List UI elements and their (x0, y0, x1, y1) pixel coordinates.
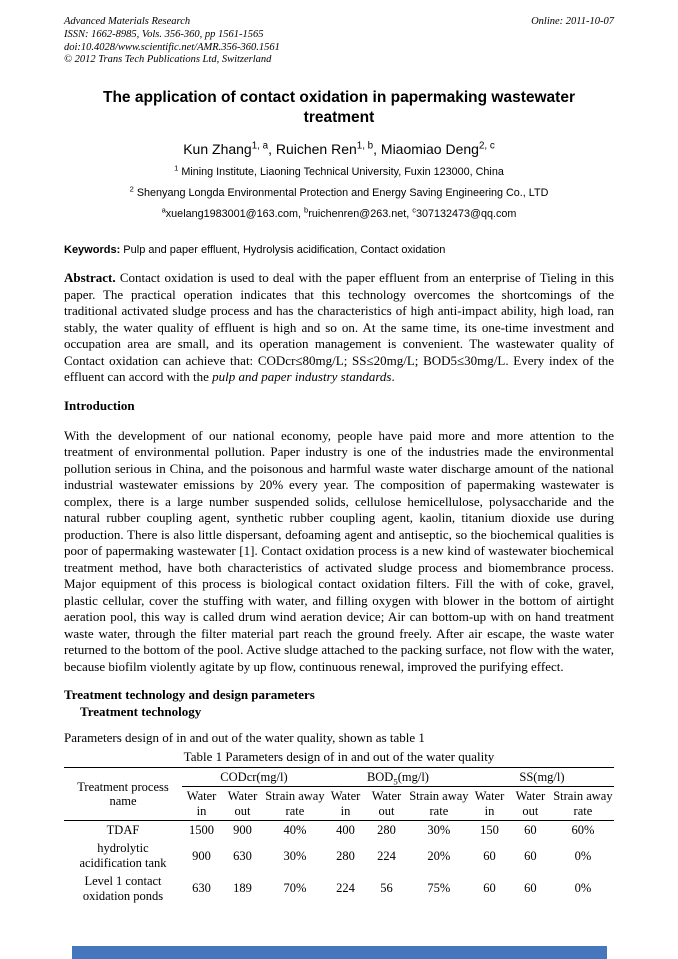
value-cell: 20% (427, 848, 451, 863)
value-cell: 56 (380, 881, 393, 896)
parameters-table (64, 767, 614, 905)
column-header-process-name: Treatment process name (64, 767, 182, 820)
abstract (64, 270, 614, 386)
value-cell: 30% (427, 823, 451, 838)
table-subheader: Water in (470, 787, 509, 821)
value-cell: 60% (571, 823, 595, 838)
abstract-text: Contact oxidation is used to deal with the paper effluent from an enterprise of Tieling in this paper. The practical operation indicates that this technology overcomes the shortcomings of the traditional activated sludge process and has the characteristics of high anti-impact ability, high load, ran stably, the water quality of effluent is high and so on. At the same time, its one-time investment and occupation area are small, and its operation management is convenient. The wastewater quality of Contact oxidation can achieve that: CODcr≤80mg/L; SS≤20mg/L; BOD5≤30mg/L. Every index of the effluent can accord with the (64, 270, 614, 385)
affiliation-2 (64, 184, 614, 200)
table-subheader: Water out (509, 787, 552, 821)
value-cell: 189 (233, 881, 252, 896)
table-group-header: $BOD_5(mg/l)$ (326, 767, 470, 786)
table-subheader: Strain away rate (264, 787, 326, 821)
value-cell: 60 (524, 848, 537, 863)
value-cell: 40% (283, 823, 307, 838)
introduction-paragraph: With the development of our national economy, people have paid more and more attention to the treatment of environmental pollution. Paper industry is one of the industries made the environmental pollution serious in China, and the poisonous and harmful waste water discharge amount of the national industrial wastewater emissions by 20% every year. The composition of papermaking wastewater is complex, there is a large number suspended solids, cellulose hemicellulose, polysaccharide and the natural rubber coupling agent, synthetic rubber coupling agent, kaolin, titanium dioxide use during production. There is also little dispersant, defoaming agent and antiseptic, so the biochemical qualities is poor of papermaking wastewater [1]. Contact oxidation process is a new kind of wastewater biochemical treatment method, have both characteristics of activated sludge process and biomembrance process. Major equipment of this process is biological contact oxidation filters. Fill the with of coke, gravel, plastic cellular, cover the stuffing with water, and filling oxygen with blower in the bottom of airtight aeration pool, this way is called drum wind aeration device; Air can bottom-up with on hand treatment waste water, through the filter material part reach the ground freely. After air escape, the waste water returned to the bottom of the pool. Active sludge attached to the packing surface, not flow with the water, because biofilm violently agitate by up flow, continuous renewal, improved the purifying effect. (64, 427, 614, 674)
copyright-line: © 2012 Trans Tech Publications Ltd, Switzerland (64, 54, 272, 66)
keywords-line (64, 244, 614, 256)
publication-header (64, 16, 614, 67)
value-cell: 280 (377, 823, 396, 838)
table-subheader: Strain away rate (408, 787, 470, 821)
value-cell: 900 (233, 823, 252, 838)
params-table-body (64, 821, 614, 905)
author-affil-marker: 2, c (478, 140, 495, 152)
table-group-header: SS(mg/l) (470, 767, 614, 786)
authors-line (64, 141, 614, 157)
process-name-cell: TDAF (106, 823, 140, 838)
issn-line: ISSN: 1662-8985, Vols. 356-360, pp 1561-1565 (64, 28, 264, 40)
author-name: Ruichen Ren (275, 141, 357, 158)
table-row (64, 839, 614, 872)
online-date: Online: 2011-10-07 (531, 16, 614, 27)
author-emails (64, 205, 614, 221)
process-name-cell: Level 1 contact oxidation ponds (82, 874, 164, 903)
keywords-text: Pulp and paper effluent, Hydrolysis acidification, Contact oxidation (120, 244, 446, 257)
journal-name: Advanced Materials Research (64, 16, 191, 27)
doi-line: doi:10.4028/www.scientific.net/AMR.356-360.1561 (64, 41, 280, 53)
value-cell: 150 (480, 823, 499, 838)
table-row (64, 872, 614, 905)
table-subheader: Water in (182, 787, 221, 821)
email-marker: a (161, 205, 166, 215)
value-cell: 60 (483, 848, 496, 863)
table-subheader: Water in (326, 787, 365, 821)
value-cell: 400 (336, 823, 355, 838)
affiliation-text: Shenyang Longda Environmental Protection and Energy Saving Engineering Co., LTD (133, 187, 549, 200)
email-address: 307132473@qq.com (416, 208, 517, 221)
value-cell: 280 (336, 848, 355, 863)
value-cell: 60 (483, 881, 496, 896)
affiliation-1 (64, 163, 614, 179)
value-cell: 630 (233, 848, 252, 863)
value-cell: 70% (283, 881, 307, 896)
process-name-cell: hydrolytic acidification tank (79, 841, 167, 870)
value-cell: 60 (524, 881, 537, 896)
author-name: Miaomiao Deng (380, 141, 479, 158)
value-cell: 0% (574, 881, 592, 896)
value-cell: 60 (524, 823, 537, 838)
keywords-label: Keywords: (64, 244, 121, 257)
author-separator: , (373, 141, 381, 158)
table-group-header-row (64, 767, 614, 786)
heading-treatment-technology: Treatment technology (80, 704, 202, 720)
abstract-italic-phrase: pulp and paper industry standards (212, 369, 392, 385)
abstract-label: Abstract. (64, 270, 116, 286)
table-subheader: Water out (365, 787, 408, 821)
footer-banner (72, 946, 607, 959)
value-cell: 224 (336, 881, 355, 896)
author-affil-marker: 1, a (251, 140, 269, 152)
email-marker: b (304, 205, 309, 215)
value-cell: 900 (192, 848, 211, 863)
table-caption: Table 1 Parameters design of in and out of the water quality (183, 748, 495, 764)
author-affil-marker: 1, b (356, 140, 374, 152)
table-group-header: CODcr(mg/l) (182, 767, 326, 786)
table-row (64, 821, 614, 840)
paper-title: The application of contact oxidation in papermaking wastewater treatment (103, 89, 575, 127)
table-subheader: Water out (221, 787, 264, 821)
affiliation-marker: 1 (174, 163, 179, 173)
value-cell: 1500 (189, 823, 215, 838)
email-address: xuelang1983001@163.com, (165, 208, 305, 221)
author-name: Kun Zhang (183, 141, 252, 158)
value-cell: 75% (427, 881, 451, 896)
heading-treatment-technology-and-design: Treatment technology and design parameters (64, 687, 315, 703)
affiliation-text: Mining Institute, Liaoning Technical University, Fuxin 123000, China (178, 166, 504, 179)
value-cell: 30% (283, 848, 307, 863)
abstract-end: . (391, 369, 395, 385)
affiliation-marker: 2 (129, 184, 134, 194)
email-marker: c (412, 205, 416, 215)
table-subheader: Strain away rate (552, 787, 614, 821)
email-address: ruichenren@263.net, (308, 208, 413, 221)
table-lead-paragraph: Parameters design of in and out of the water quality, shown as table 1 (64, 730, 425, 746)
value-cell: 630 (192, 881, 211, 896)
value-cell: 224 (377, 848, 396, 863)
value-cell: 0% (574, 848, 592, 863)
heading-introduction: Introduction (64, 397, 135, 413)
author-separator: , (268, 141, 276, 158)
